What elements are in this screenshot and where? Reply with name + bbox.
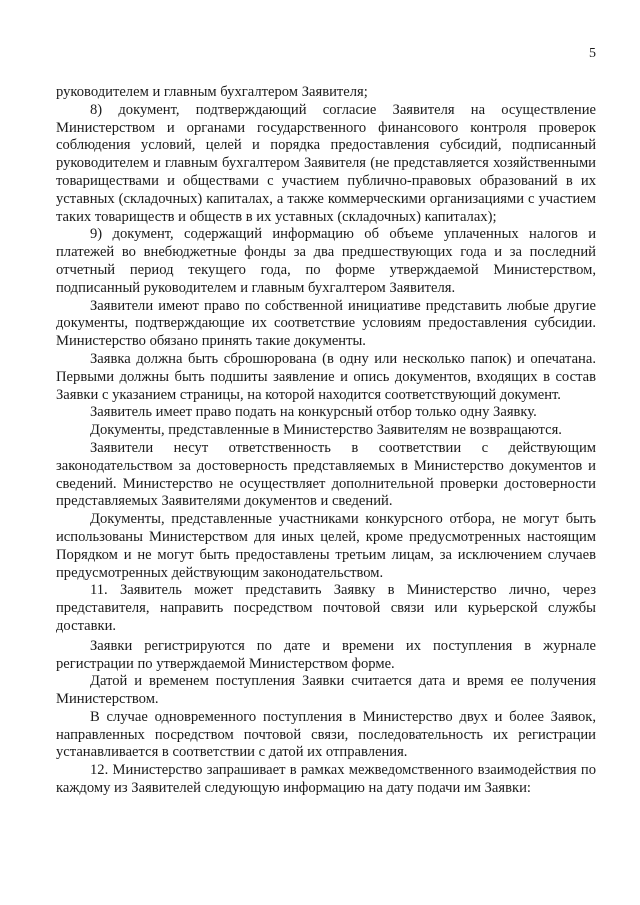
- paragraph-simultaneous-receipt: В случае одновременного поступления в Министерство двух и более Заявок, направленных посредством почтовой связи, последовательность их регистрации устанавливается в соответствии с датой их отправления.: [56, 708, 596, 761]
- paragraph-responsibility: Заявители несут ответственность в соответствии с действующим законодательством за достоверность представляемых в Министерство документов и сведений. Министерство не осуществляет дополнительной проверки достоверности представляемых Заявителями документов и сведений.: [56, 439, 596, 510]
- paragraph-one-application: Заявитель имеет право подать на конкурсный отбор только одну Заявку.: [90, 404, 537, 421]
- paragraph-additional-documents: Заявители имеют право по собственной инициативе представить любые другие документы, подтверждающие их соответствие условиям предоставления субсидии. Министерство обязано принять такие документы.: [56, 297, 596, 350]
- paragraph-item-11: 11. Заявитель может представить Заявку в Министерство лично, через представителя, направить посредством почтовой связи или курьерской службы доставки.: [56, 582, 596, 634]
- paragraph-item-9: 9) документ, содержащий информацию об объеме уплаченных налогов и платежей во внебюджетные фонды за два предшествующих года и за последний отчетный период текущего года, по форме утверждаемой Министерством, подписанный руководителем и главным бухгалтером Заявителя.: [56, 226, 596, 296]
- paragraph-item-8: 8) документ, подтверждающий согласие Заявителя на осуществление Министерством и органами государственного финансового контроля проверок соблюдения условий, целей и порядка предоставления субсидий, подписанный руководителем и главным бухгалтером Заявителя (не представляется хозяйственными товариществами и обществами с участием публично-правовых образований в их уставных (складочных) капиталах, а также коммерческими организациями с участием таких товариществ и обществ в их уставных (складочных) капиталах);: [56, 101, 596, 225]
- paragraph-continuation: руководителем и главным бухгалтером Заявителя;: [56, 84, 368, 100]
- paragraph-binding-requirements: Заявка должна быть сброшюрована (в одну или несколько папок) и опечатана. Первыми должны быть подшиты заявление и опись документов, входящих в состав Заявки с указанием страницы, на которой находится соответствующий документ.: [56, 350, 596, 403]
- paragraph-registration: Заявки регистрируются по дате и времени их поступления в журнале регистрации по утверждаемой Министерством форме.: [56, 637, 596, 672]
- page-number: 5: [589, 46, 596, 61]
- paragraph-receipt-date: Датой и временем поступления Заявки считается дата и время ее получения Министерством.: [56, 673, 596, 708]
- paragraph-document-use: Документы, представленные участниками конкурсного отбора, не могут быть использованы Министерством для иных целей, кроме предусмотренных настоящим Порядком и не могут быть предоставлены третьим лицам, за исключением случаев предусмотренных действующим законодательством.: [56, 511, 596, 581]
- paragraph-item-12: 12. Министерство запрашивает в рамках межведомственного взаимодействия по каждому из Заявителей следующую информацию на дату подачи им Заявки:: [56, 762, 596, 797]
- paragraph-no-return: Документы, представленные в Министерство Заявителям не возвращаются.: [90, 422, 562, 439]
